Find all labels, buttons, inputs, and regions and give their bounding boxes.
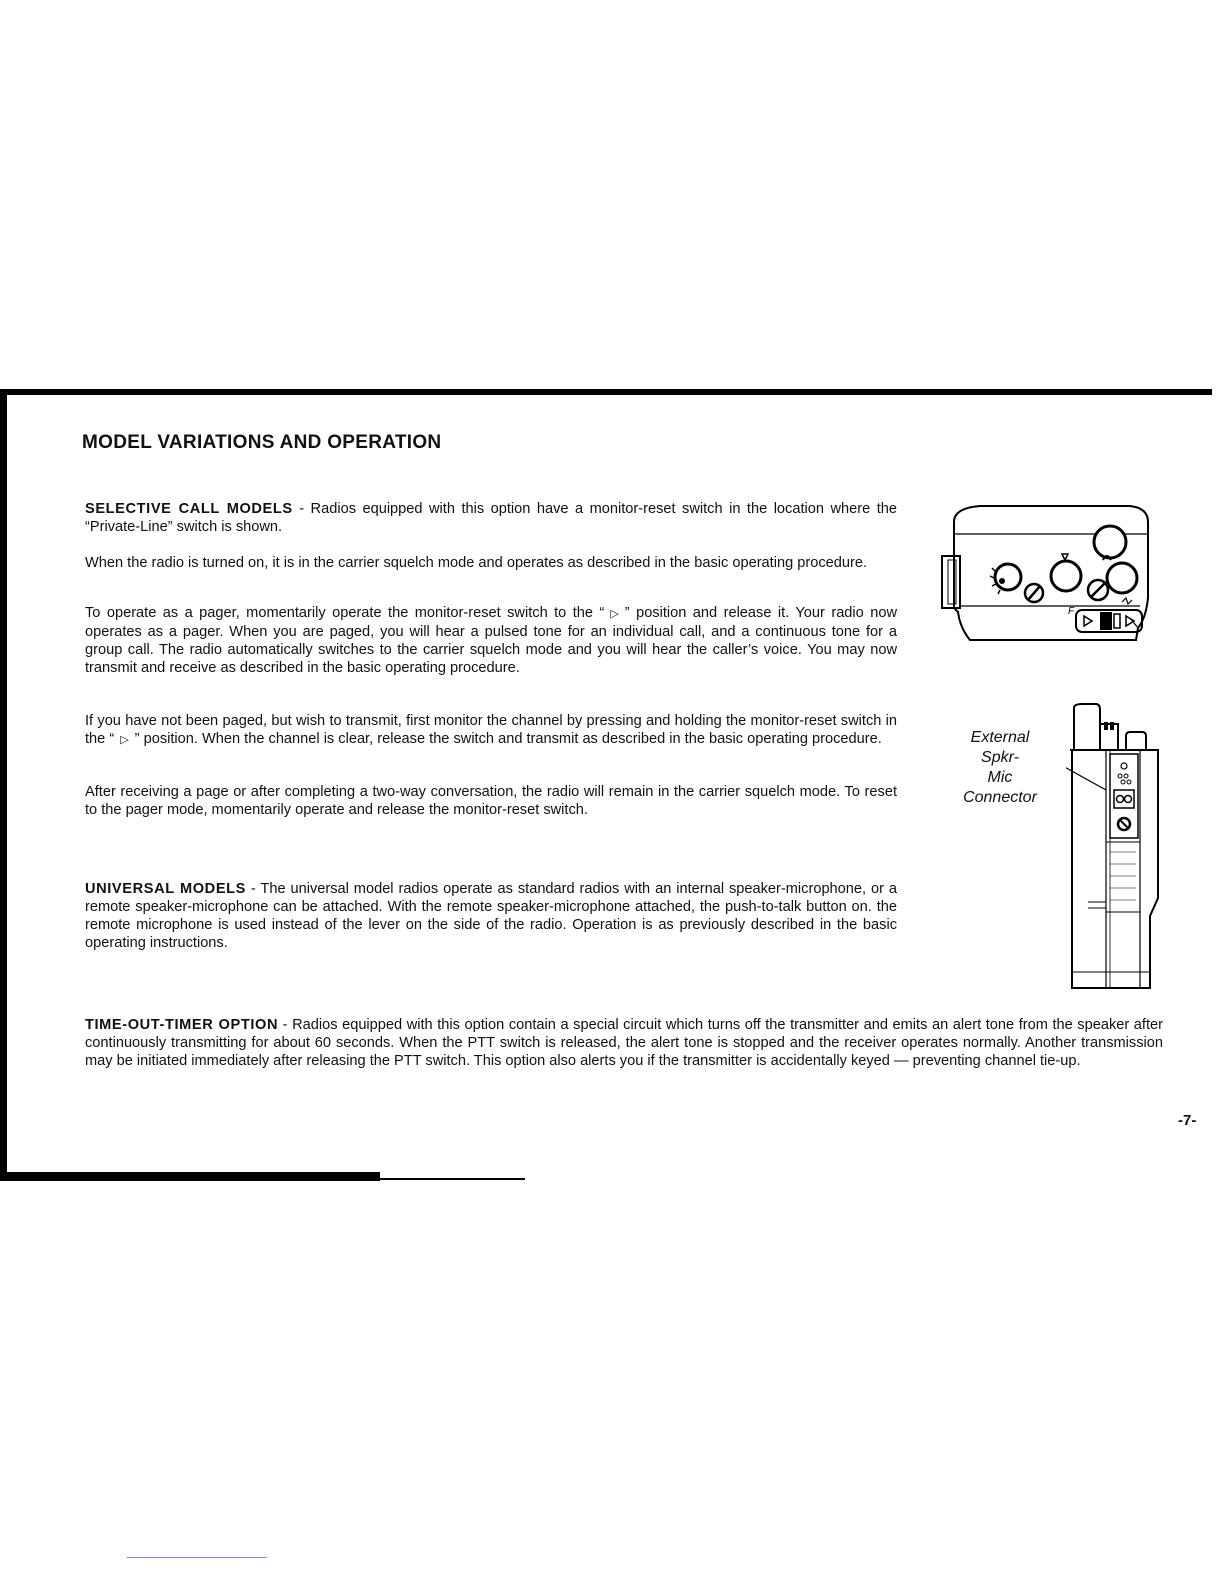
universal-heading: UNIVERSAL MODELS xyxy=(85,881,247,897)
page-frame-bottom-tail xyxy=(380,1178,525,1180)
power-on-paragraph: When the radio is turned on, it is in the carrier squelch mode and operates as described in the basic operating procedure. xyxy=(85,555,868,571)
callout-line-3: Mic xyxy=(987,769,1013,786)
universal-text: - The universal model radios operate as standard radios with an internal speaker-microphone, or a remote speaker-microphone can be attached. With the remote speaker-microphone attached, the push-to-talk button on. the remote microphone is used instead of the lever on the side of the radio. Operation is as previously described in the basic operating instructions. xyxy=(85,881,897,951)
callout-line-1: External xyxy=(970,729,1030,746)
selective-call-heading: SELECTIVE CALL MODELS xyxy=(85,501,293,517)
radio-side-view-figure xyxy=(1066,702,1166,998)
pager-paragraph xyxy=(85,604,897,677)
timer-heading: TIME-OUT-TIMER OPTION xyxy=(85,1017,279,1033)
page-title: MODEL VARIATIONS AND OPERATION xyxy=(82,432,442,453)
page-frame-left-rule xyxy=(0,389,7,1181)
monitor-symbol-icon: ▷ xyxy=(610,608,619,620)
transmit-paragraph xyxy=(85,712,897,749)
external-connector-callout xyxy=(950,728,1050,808)
page-number: -7- xyxy=(1178,1112,1197,1129)
scan-artifact-line xyxy=(127,1557,267,1558)
universal-paragraph xyxy=(85,880,897,952)
pager-text-end: ” position and release it. Your radio now operates as a pager. When you are paged, you will hear a pulsed tone for an individual call, and a continuous tone for a group call. The radio automatically switches to the carrier squelch mode and you will hear the caller’s voice. You may now transmit and receive as described in the basic operating procedure. xyxy=(85,605,897,676)
callout-line-4: Connector xyxy=(963,789,1037,806)
selective-call-text: - Radios equipped with this option have a monitor-reset switch in the location where the “Private-Line” switch is shown. xyxy=(85,501,897,535)
timer-paragraph xyxy=(85,1016,1163,1070)
timer-text: - Radios equipped with this option contain a special circuit which turns off the transmitter and emits an alert tone from the speaker after continuously transmitting for about 60 seconds. When the PTT switch is released, the alert tone is stopped and the receiver operates normally. Another transmission may be initiated immediately after releasing the PTT switch. This option also alerts you if the transmitter is accidentally keyed — preventing channel tie-up. xyxy=(85,1017,1163,1069)
reset-paragraph: After receiving a page or after completing a two-way conversation, the radio will remain in the carrier squelch mode. To reset to the pager mode, momentarily operate and release the monitor-reset switch. xyxy=(85,784,897,818)
radio-top-view-figure xyxy=(940,500,1155,650)
callout-line-2: Spkr- xyxy=(981,749,1019,766)
selective-call-paragraph xyxy=(85,500,897,536)
page-frame-bottom-rule xyxy=(0,1172,380,1181)
transmit-text-start: If you have not been paged, but wish to transmit, first monitor the channel by pressing and holding the monitor-reset switch in the “ xyxy=(85,713,897,747)
pager-text-start: To operate as a pager, momentarily operate the monitor-reset switch to the “ xyxy=(85,605,605,621)
top-view-f-label: F xyxy=(1068,606,1075,617)
monitor-symbol-icon: ▷ xyxy=(120,734,129,746)
page-frame-top-rule xyxy=(0,389,1212,395)
transmit-text-end: ” position. When the channel is clear, release the switch and transmit as described in the basic operating procedure. xyxy=(134,731,882,747)
